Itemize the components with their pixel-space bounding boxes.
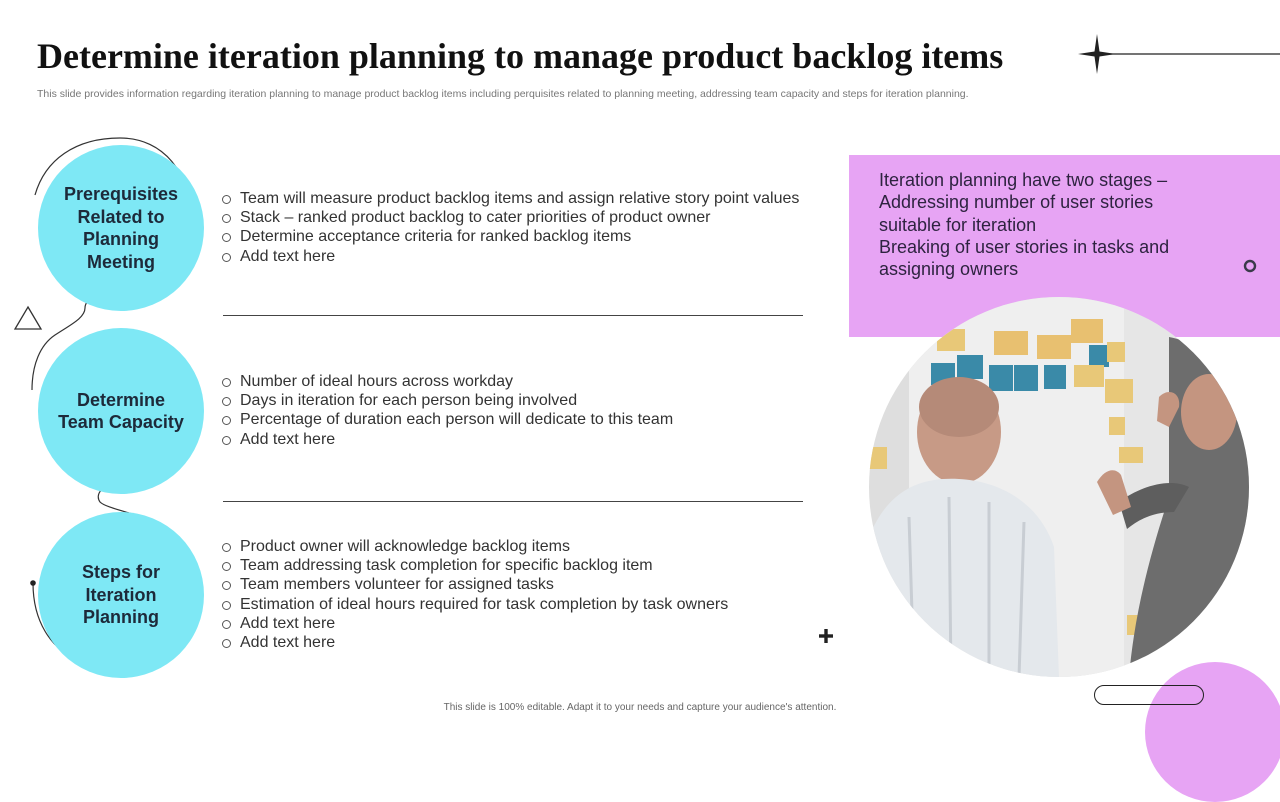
callout-line: Addressing number of user stories suitable for iteration — [879, 192, 1154, 235]
list-item: Team members volunteer for assigned tasks — [220, 575, 728, 594]
callout-text — [879, 169, 1209, 280]
list-item: Add text here — [220, 614, 728, 633]
sparkle-icon — [1078, 30, 1280, 80]
slide-subtitle: This slide provides information regarding iteration planning to manage product backlog items including perquisites related to planning meeting, addressing team capacity and steps for iteration planning. — [37, 88, 969, 100]
list-item: Determine acceptance criteria for ranked backlog items — [220, 227, 799, 246]
list-item: Add text here — [220, 633, 728, 652]
list-item: Add text here — [220, 247, 799, 266]
team-photo — [869, 297, 1249, 677]
bullet-list-prerequisites — [220, 189, 799, 266]
divider — [223, 315, 803, 316]
list-item: Add text here — [220, 430, 673, 449]
list-item: Stack – ranked product backlog to cater priorities of product owner — [220, 208, 799, 227]
divider — [223, 501, 803, 502]
bullet-list-team-capacity — [220, 372, 673, 449]
list-item: Team addressing task completion for specific backlog item — [220, 556, 728, 575]
footer-note: This slide is 100% editable. Adapt it to your needs and capture your audience's attention. — [443, 702, 837, 713]
section-label: Determine Team Capacity — [58, 389, 184, 432]
plus-icon — [818, 628, 834, 644]
callout-line: Breaking of user stories in tasks and assigning owners — [879, 236, 1170, 280]
section-circle-iteration-steps — [38, 512, 204, 678]
section-label: Prerequisites Related to Planning Meeting — [63, 184, 179, 272]
section-circle-prerequisites — [38, 145, 204, 311]
list-item: Days in iteration for each person being involved — [220, 391, 673, 410]
slide-title: Determine iteration planning to manage product backlog items — [37, 36, 1004, 76]
list-item: Team will measure product backlog items and assign relative story point values — [220, 189, 799, 208]
list-item: Estimation of ideal hours required for task completion by task owners — [220, 595, 728, 614]
list-item: Percentage of duration each person will dedicate to this team — [220, 410, 673, 429]
bullet-list-iteration-steps — [220, 537, 728, 652]
list-item: Number of ideal hours across workday — [220, 372, 673, 391]
triangle-icon — [13, 305, 43, 331]
callout-line: Iteration planning have two stages – — [879, 170, 1168, 190]
section-label: Steps for Iteration Planning — [81, 562, 160, 628]
decor-blob — [1145, 662, 1280, 802]
list-item: Product owner will acknowledge backlog items — [220, 537, 728, 556]
section-circle-team-capacity — [38, 328, 204, 494]
ring-icon — [1242, 258, 1258, 274]
